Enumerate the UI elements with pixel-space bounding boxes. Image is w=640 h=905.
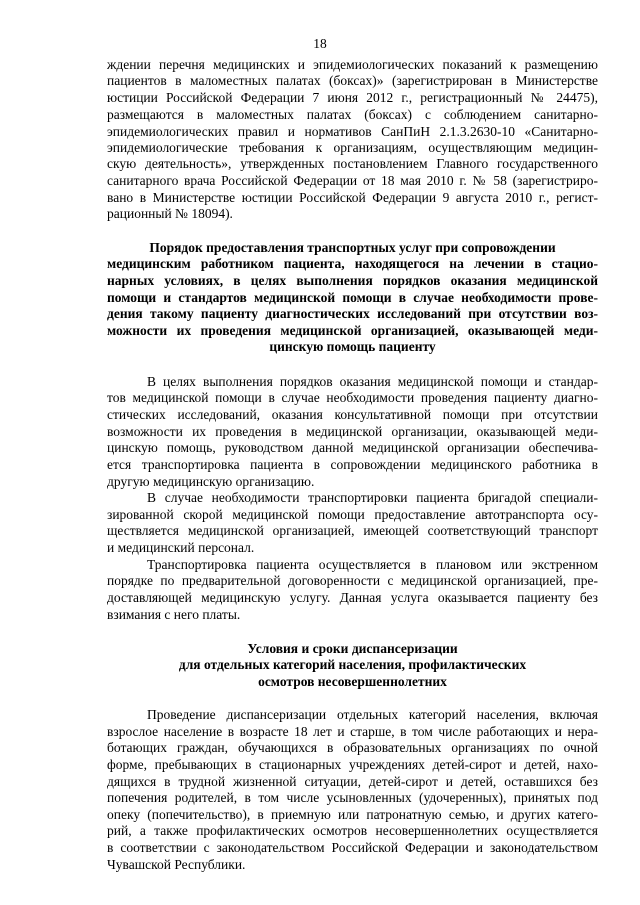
text-line: юстиции Российской Федерации 7 июня 2012 г., регистрационный № 24475), (107, 90, 598, 105)
text-line: Проведение диспансеризации отдельных категорий населения, включая (147, 707, 598, 722)
text-line: форме, пребывающих в стационарных учреждениях детей-сирот и детей, нахо- (107, 757, 598, 772)
heading-line: медицинским работником пациента, находящегося на лечении в стацио- (107, 256, 598, 271)
text-line: рий, а также профилактических осмотров несовершеннолетних осуществляется (107, 823, 598, 838)
text-line: скую деятельность», утвержденных постановлением Главного государственного (107, 156, 598, 171)
text-line: в соответствии с законодательством Российской Федерации и законодательством (107, 840, 598, 855)
text-line: зированной скорой медицинской помощи предоставление автотранспорта осу- (107, 507, 598, 522)
text-line: и медицинский персонал. (107, 540, 255, 555)
text-line: Чувашской Республики. (107, 857, 246, 872)
text-line: пациентов в маломестных палатах (боксах)» (зарегистрирован в Министерстве (107, 73, 598, 88)
text-line: доставляющей медицинскую услугу. Данная услуга оказывается пациенту без (107, 590, 598, 605)
heading-line: нарных условиях, в целях выполнения порядков оказания медицинской (107, 273, 598, 288)
text-line: эпидемиологические требования к организациям, осуществляющим медицин- (107, 140, 598, 155)
heading-line: Условия и сроки диспансеризации (247, 641, 458, 656)
text-line: В случае необходимости транспортировки пациента бригадой специали- (147, 490, 598, 505)
text-line: стических исследований, оказания консультативной помощи при отсутствии (107, 407, 598, 422)
heading-line: помощи и стандартов медицинской помощи в случае необходимости прове- (107, 290, 598, 305)
text-line: Транспортировка пациента осуществляется в плановом или экстренном (147, 557, 598, 572)
page-number: 18 (313, 36, 327, 51)
text-line: взрослое население в возрасте 18 лет и старше, в том числе работающих и нера- (107, 724, 598, 739)
text-line: возможности их проведения в медицинской организации, оказывающей меди- (107, 424, 598, 439)
text-line: попечения родителей, в том числе усыновленных (удочеренных), принятых под (107, 790, 598, 805)
text-line: вано в Министерстве юстиции Российской Федерации 9 августа 2010 г., регист- (107, 190, 598, 205)
heading-line: дения такому пациенту диагностических исследований при отсутствии воз- (107, 306, 598, 321)
heading-line: Порядок предоставления транспортных услуг при сопровождении (149, 240, 556, 255)
text-line: размещаются в маломестных палатах (боксах) с соблюдением санитарно- (107, 107, 598, 122)
text-line: цинскую помощь, руководством данной медицинской организации обеспечива- (107, 440, 598, 455)
text-line: другую медицинскую организацию. (107, 474, 315, 489)
text-line: ботающих граждан, обучающихся в образовательных организациях по очной (107, 740, 598, 755)
heading-line: для отдельных категорий населения, профилактических (178, 657, 527, 672)
text-line: ется транспортировка пациента в сопровождении медицинского работника в (107, 457, 598, 472)
text-line: взимания с него платы. (107, 607, 241, 622)
text-line: санитарного врача Российской Федерации от 18 мая 2010 г. № 58 (зарегистриро- (107, 173, 598, 188)
heading-line: осмотров несовершеннолетних (258, 674, 447, 689)
text-line: ществляется медицинской организацией, имеющей соответствующий транспорт (107, 523, 598, 538)
heading-line: можности их проведения медицинской организацией, оказывающей меди- (107, 323, 598, 338)
text-line: порядке по предварительной договоренности с медицинской организацией, пре- (107, 573, 598, 588)
text-line: рационный № 18094). (107, 206, 233, 221)
text-line: тов медицинской помощи в случае необходимости проведения пациенту диагно- (107, 390, 598, 405)
heading-line: цинскую помощь пациенту (269, 339, 436, 354)
text-line: опеку (попечительство), в приемную или патронатную семью, и других катего- (107, 807, 598, 822)
text-line: ждении перечня медицинских и эпидемиологических показаний к размещению (107, 57, 598, 72)
text-line: В целях выполнения порядков оказания медицинской помощи и стандар- (147, 374, 598, 389)
text-line: дящихся в трудной жизненной ситуации, детей-сирот и детей, оставшихся без (107, 774, 598, 789)
text-line: эпидемиологических правил и нормативов СанПиН 2.1.3.2630-10 «Санитарно- (107, 124, 598, 139)
